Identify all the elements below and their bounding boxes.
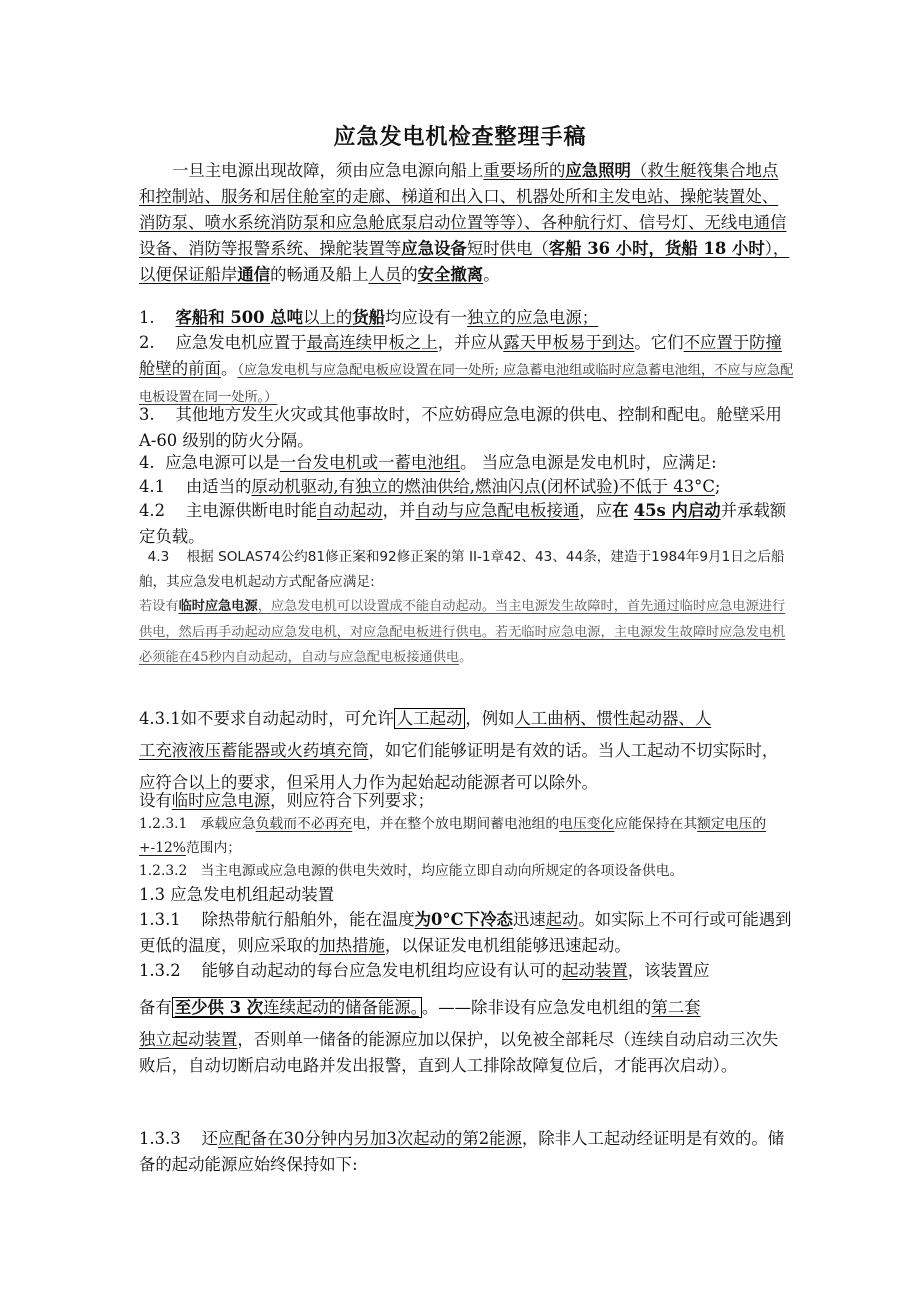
item132-text-2: ，该装置应 xyxy=(627,961,710,980)
item1-independent: 独立 xyxy=(466,308,500,327)
item-1-3-3 xyxy=(139,1126,794,1178)
item-number: 1. xyxy=(139,308,155,327)
section-1-3-heading: 1.3 应急发电机组起动装置 xyxy=(139,885,335,904)
item-number: 4.1 xyxy=(139,477,166,496)
item1231-rated-voltage: 额定电压的+-12% xyxy=(139,816,767,856)
item132b-period: 。 xyxy=(410,998,419,1017)
intro-important-places: 重要场所的 xyxy=(483,161,566,180)
item42-auto-connect: 自动与应急配电板接通 xyxy=(415,501,580,520)
document-title: 应急发电机检查整理手稿 xyxy=(333,125,587,150)
intro-short-supply: 短时供电（ xyxy=(466,239,549,258)
item42-text-3: ，应 xyxy=(579,501,613,520)
intro-safe-evacuation: 安全撤离 xyxy=(417,265,484,284)
item4-text-2: 。 当应急电源是发电机时，应满足: xyxy=(460,453,717,472)
temp-req-text: 设有 xyxy=(139,791,172,810)
item-1-3-1 xyxy=(139,907,794,959)
item131-start: 起动 xyxy=(545,910,579,929)
item431-text-3: ，如它们能够证明是有效的话。当人工起动不切实际时，应符合以上的要求，但采用人力作为起始起动能源者可以除外。 xyxy=(139,741,779,792)
item131-text-4: ，以保证发电机组能够迅速起动。 xyxy=(384,936,631,955)
temp-note-text: 若设有 xyxy=(139,599,179,614)
item-4 xyxy=(139,450,794,476)
intro-text-2: ），以便保证船岸 xyxy=(139,239,790,284)
item132-start-device: 起动装置 xyxy=(562,961,628,980)
item-4-3 xyxy=(139,545,794,595)
item2-not-forward: 不应置于防撞舱壁的前面 xyxy=(139,333,782,378)
item-1-3-2-cont-2 xyxy=(139,1027,794,1079)
item-1 xyxy=(139,305,794,331)
item42-auto-start: 自动起动 xyxy=(317,501,383,520)
item42-45s-start: 45s 内启动 xyxy=(633,501,721,520)
item-number: 2. xyxy=(139,333,155,352)
item-1-3-2 xyxy=(139,958,794,984)
item131-cold-temp: 为0°C下冷态 xyxy=(414,910,513,929)
item131-heating: 加热措施 xyxy=(319,936,385,955)
intro-personnel: 人员 xyxy=(368,265,402,284)
item133-text-2: ，除非人工起动经证明是有效的。储备的起动能源应始终保持如下: xyxy=(139,1129,785,1174)
item1-cargo: 货船 xyxy=(352,308,386,327)
item-1-2-3-2 xyxy=(139,859,794,883)
temp-req-text-2: ，则应符合下列要求； xyxy=(270,791,435,810)
item2-end: 。 xyxy=(220,359,238,378)
temp-note-end: 。 xyxy=(459,650,473,665)
item-number: 3. xyxy=(139,405,155,424)
temp-note-power-supply: 供电 xyxy=(432,650,460,665)
item2-text: 应急发电机应置于 xyxy=(175,333,307,352)
item1231-no-recharge: 负载而不必再充 xyxy=(255,816,353,832)
item42-text-2: ，并 xyxy=(382,501,416,520)
item-number: 4.3 xyxy=(147,549,170,565)
item131-text-2: 迅速 xyxy=(512,910,546,929)
item132c-text: ，否则单一储备的能源应加以保护，以免被全部耗尽（连续自动启动三次失败后，自动切断启动电路并发出报警，直到人工排除故障复位后，才能再次启动）。 xyxy=(139,1030,779,1075)
item3-text: 其他地方发生火灾或其他事故时，不应妨碍应急电源的供电、控制和配电。舱壁采用 A-60 级别的防火分隔。 xyxy=(139,405,782,450)
item431-manual-start: 人工起动 xyxy=(394,708,466,729)
item1-text-3: 的应急电源； xyxy=(499,308,599,327)
item4-generator-or-battery: 一台发电机或一蓄电池组 xyxy=(279,453,461,472)
item-4-3-1 xyxy=(139,703,794,799)
item131-text-3: 。如实际上不可行或可能遇到更低的温度，则应采取的 xyxy=(139,910,792,955)
item431-methods: 人工曲柄、惯性起动器、人 xyxy=(514,709,712,728)
intro-communication: 通信 xyxy=(237,265,271,284)
item2-note: （应急发电机与应急配电板应设置在同一处所; 应急蓄电池组或临时应急蓄电池组，不应与应急配电板设置在同一处所。） xyxy=(139,363,794,405)
item-4-1 xyxy=(139,474,794,500)
item2-text-3: 。它们 xyxy=(634,333,684,352)
item4-text: 应急电源可以是 xyxy=(165,453,280,472)
item132-text: 能够自动起动的每台应急发电机组均应设有认可的 xyxy=(201,961,563,980)
intro-supply-hours: 客船 36 小时，货船 18 小时 xyxy=(548,239,765,258)
item1232-text: 当主电源或应急电源的供电失效时，均应能立即自动向所规定的各项设备供电。 xyxy=(200,863,684,879)
item1-text-2: 均应设有一 xyxy=(385,308,467,327)
intro-paragraph xyxy=(139,158,794,288)
intro-text-3: 的畅通及船上 xyxy=(270,265,369,284)
item132b-three-starts: 至少供 3 次 xyxy=(174,998,264,1017)
item41-text: 由适当的 xyxy=(185,477,252,496)
item131-text: 除热带航行船舶外，能在温度 xyxy=(201,910,415,929)
intro-end: 。 xyxy=(483,265,500,284)
temp-note-temp-power: 临时应急电源 xyxy=(178,599,258,614)
intro-emergency-lighting: 应急照明 xyxy=(565,161,631,180)
item1-text: 以上的 xyxy=(303,308,353,327)
item2-text-2: ，并应从 xyxy=(437,333,504,352)
item-number: 1.3.1 xyxy=(139,910,181,929)
item132b-second-set: 第二套 xyxy=(651,998,701,1017)
temp-req-temp-power: 临时应急电源 xyxy=(171,791,271,810)
item41-end: ; xyxy=(714,477,721,496)
item133-text: 还 xyxy=(201,1129,218,1148)
item132b-reserve-energy: 连续起动的储备能源 xyxy=(263,998,411,1017)
item431-text-2: ，例如 xyxy=(465,709,515,728)
intro-emergency-equipment: 应急设备 xyxy=(401,239,467,258)
item132b-text-2: 。——除非设有应急发电机组的 xyxy=(421,998,652,1017)
item1231-end: 范围内； xyxy=(185,840,242,856)
item-number: 1.3.3 xyxy=(139,1129,181,1148)
item-1-2-3-1 xyxy=(139,812,794,860)
item-2 xyxy=(139,330,794,410)
item431-methods-2: 工充液液压蓄能器或火药填充筒 xyxy=(139,741,369,760)
item1-passenger: 客船和 500 总吨 xyxy=(175,308,304,327)
item42-at: 在 xyxy=(612,501,629,520)
item-number: 1.2.3.2 xyxy=(139,863,188,879)
item2-highest-deck: 最高连续甲板之上 xyxy=(306,333,438,352)
item43-text: 根据 SOLAS74公约81修正案和92修正案的第 II-1章42、43、44条，建造于1984年9月1日之后船舶，其应急发电机起动方式配备应满足: xyxy=(139,549,785,590)
item1231-text-2: 电，并在整个放电期间蓄电池组的 xyxy=(352,816,560,832)
item1231-voltage-change: 电压变化 xyxy=(559,816,615,832)
item42-text: 主电源供断电时能 xyxy=(185,501,318,520)
intro-text: 一旦主电源出现故障，须由应急电源向船上 xyxy=(172,161,484,180)
item42-text-4: 并承载额定负载。 xyxy=(139,501,787,546)
temp-requirement xyxy=(139,788,794,814)
item-number: 1.2.3.1 xyxy=(139,816,188,832)
item-1-3-2-cont xyxy=(139,995,794,1021)
item-number: 1.3.2 xyxy=(139,961,181,980)
item132c-independent-start: 独立起动装置 xyxy=(139,1030,238,1049)
temp-emergency-note xyxy=(139,594,794,671)
item133-second-energy: 应配备在30分钟内另加3次起动的第2能源 xyxy=(217,1129,522,1148)
item-3 xyxy=(139,402,794,454)
item1231-text-3: 应能保持在其 xyxy=(614,816,698,832)
item431-text: 4.3.1如不要求自动起动时，可允许 xyxy=(139,709,394,728)
item-number: 4. xyxy=(139,453,155,472)
item1231-text: 承载应急 xyxy=(200,816,256,832)
item132b-text: 备有 xyxy=(139,998,172,1017)
item-4-2 xyxy=(139,498,794,550)
item-number: 4.2 xyxy=(139,501,166,520)
item41-prime-mover: 原动机驱动,有独立的燃油供给,燃油闪点(闭杯试验)不低于 43°C xyxy=(251,477,715,496)
temp-note-body: ，应急发电机可以设置成不能自动起动。当主电源发生故障时，首先通过临时应急电源进行供电，然后再手动起动应急发电机，对应急配电板进行供电。若无临时应急电源，主电源发生故障时应急发电机必须能在45秒内自动起动，自动与应急配电板接通 xyxy=(139,599,786,665)
item2-open-deck: 露天甲板易于到达 xyxy=(503,333,635,352)
intro-text-4: 的 xyxy=(401,265,418,284)
intro-locations-list: （救生艇筏集合地点和控制站、服务和居住舱室的走廊、梯道和出入口、机器处所和主发电站、操舵装置处、消防泵、喷水系统消防泵和应急舱底泵启动位置等等）、各种航行灯、信号灯、无线电通信设备、消防等报警系统、操舵装置等 xyxy=(139,161,787,258)
